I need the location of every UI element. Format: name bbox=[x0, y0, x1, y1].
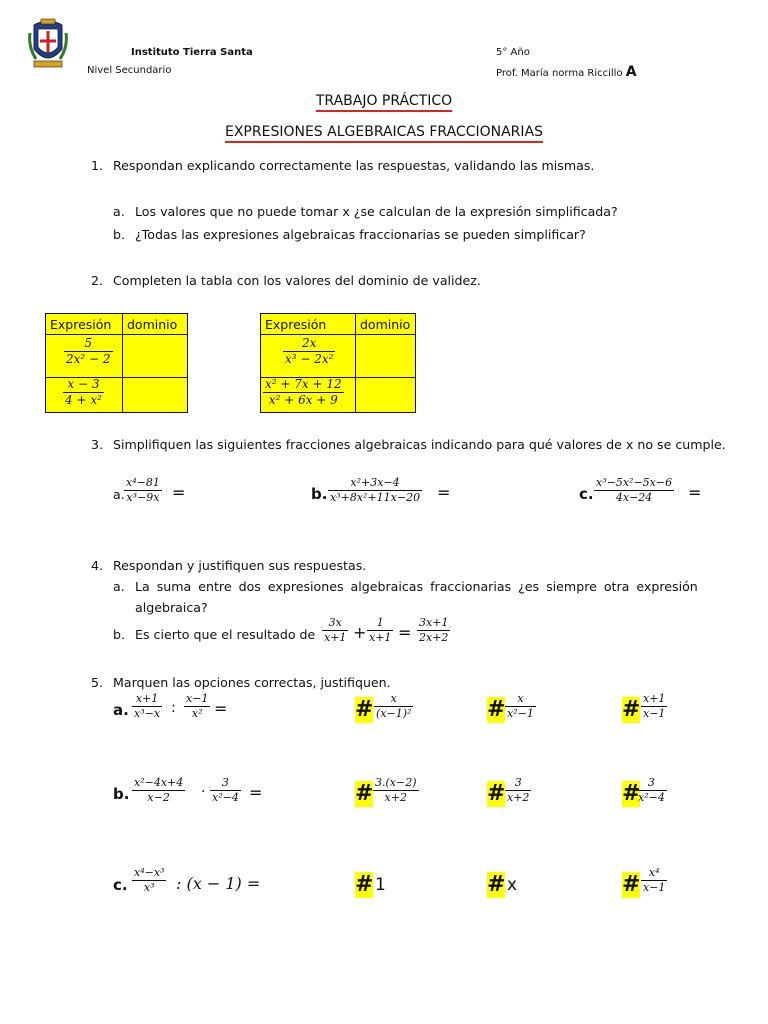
q4b-text: Es cierto que el resultado de bbox=[135, 627, 316, 642]
table1-header-domain: dominio bbox=[123, 314, 188, 335]
q5a-fraction-2: x−1 x² bbox=[186, 692, 209, 720]
q2-text: Completen la tabla con los valores del dominio de validez. bbox=[113, 273, 481, 288]
q5a-option-3-marker[interactable]: # bbox=[622, 697, 641, 722]
q5b-option-3: 3 x²−4 bbox=[638, 776, 665, 804]
school-level: Nivel Secundario bbox=[87, 65, 172, 76]
q4a-text-line2: algebraica? bbox=[135, 600, 208, 615]
school-crest-logo bbox=[28, 15, 68, 71]
q4a-label: a. bbox=[113, 579, 125, 594]
q5b-operator: · bbox=[201, 784, 206, 800]
q5b-fraction-2: 3 x²−4 bbox=[212, 776, 239, 804]
q4b-equals: = bbox=[398, 623, 412, 642]
q3b-fraction: x²+3x−4 x³+8x²+11x−20 bbox=[330, 476, 421, 504]
q4b-fraction-2: 1 x+1 bbox=[369, 616, 392, 644]
teacher-name bbox=[496, 64, 637, 80]
q3b-label: b. bbox=[311, 485, 328, 503]
q3c-fraction: x³−5x²−5x−6 4x−24 bbox=[596, 476, 673, 504]
q4-text: Respondan y justifiquen sus respuestas. bbox=[113, 558, 367, 573]
table2-header-expression: Expresión bbox=[261, 314, 356, 335]
q5c-option-1-marker[interactable]: # bbox=[355, 872, 374, 897]
q5a-fraction-1: x+1 x³−x bbox=[134, 692, 161, 720]
table2-fraction-2: x² + 7x + 12 x² + 6x + 9 bbox=[265, 377, 342, 407]
q5a-option-1-marker[interactable]: # bbox=[355, 697, 374, 722]
q5b-equals: = bbox=[249, 783, 263, 802]
q5b-option-2: 3 x+2 bbox=[507, 776, 530, 804]
table1-expression-cell bbox=[46, 378, 123, 413]
q4b-fraction-3: 3x+1 2x+2 bbox=[419, 616, 449, 644]
q5c-option-1: 1 bbox=[375, 875, 386, 895]
course-year: 5° Año bbox=[496, 47, 530, 58]
domain-table-2 bbox=[260, 313, 416, 413]
q5a-equals: = bbox=[214, 699, 228, 718]
q5b-option-1-marker[interactable]: # bbox=[355, 781, 374, 806]
q5a-option-3: x+1 x−1 bbox=[643, 692, 666, 720]
q5c-option-2: x bbox=[507, 875, 518, 895]
q5c-option-2-marker[interactable]: # bbox=[487, 872, 506, 897]
q4-number: 4. bbox=[91, 558, 104, 573]
table1-domain-cell[interactable] bbox=[123, 378, 188, 413]
table2-domain-cell[interactable] bbox=[356, 335, 416, 378]
q4b-fraction-1: 3x x+1 bbox=[324, 616, 347, 644]
q1b-label: b. bbox=[113, 227, 125, 242]
table2-expression-cell bbox=[261, 378, 356, 413]
q3c-label: c. bbox=[579, 485, 594, 503]
q5b-option-2-marker[interactable]: # bbox=[487, 781, 506, 806]
q3b-equals: = bbox=[437, 483, 451, 502]
q2-number: 2. bbox=[91, 273, 104, 288]
teacher-name-text: Prof. María norma Riccillo bbox=[496, 68, 623, 79]
school-name: Instituto Tierra Santa bbox=[131, 47, 253, 58]
table1-expression-cell bbox=[46, 335, 123, 378]
teacher-mark: A bbox=[625, 64, 637, 80]
q5b-fraction-1: x²−4x+4 x−2 bbox=[134, 776, 184, 804]
q5b-label: b. bbox=[113, 785, 130, 803]
table1-fraction-2: x − 3 4 + x² bbox=[65, 377, 102, 407]
q5a-label: a. bbox=[113, 701, 129, 719]
q5b-option-3-marker[interactable]: # bbox=[622, 781, 641, 806]
q1-number: 1. bbox=[91, 158, 104, 173]
q3-text: Simplifiquen las siguientes fracciones algebraicas indicando para qué valores de x no se cumple. bbox=[113, 437, 726, 452]
q3a-fraction: x⁴−81 x³−9x bbox=[126, 476, 160, 504]
q1a-text: Los valores que no puede tomar x ¿se calculan de la expresión simplificada? bbox=[135, 204, 618, 219]
q5c-option-3-marker[interactable]: # bbox=[622, 872, 641, 897]
table1-header-expression: Expresión bbox=[46, 314, 123, 335]
q5a-option-2: x x²−1 bbox=[507, 692, 534, 720]
table2-domain-cell[interactable] bbox=[356, 378, 416, 413]
q5a-operator: : bbox=[171, 700, 176, 716]
q4a-text-line1: La suma entre dos expresiones algebraicas fraccionarias ¿es siempre otra expresión bbox=[135, 579, 698, 594]
table1-domain-cell[interactable] bbox=[123, 335, 188, 378]
table2-fraction-1: 2x x³ − 2x² bbox=[285, 336, 334, 366]
q1a-label: a. bbox=[113, 204, 125, 219]
table2-expression-cell bbox=[261, 335, 356, 378]
table2-header-domain: dominio bbox=[356, 314, 416, 335]
q5-text: Marquen las opciones correctas, justifiquen. bbox=[113, 675, 391, 690]
q5b-option-1: 3.(x−2) x+2 bbox=[375, 776, 417, 804]
q5c-option-3: x⁴ x−1 bbox=[643, 866, 666, 894]
q5c-rest: : (x − 1) = bbox=[176, 874, 261, 893]
q1-text: Respondan explicando correctamente las respuestas, validando las mismas. bbox=[113, 158, 595, 173]
q3a-equals: = bbox=[172, 483, 186, 502]
page-title: TRABAJO PRÁCTICO bbox=[315, 93, 453, 109]
q3a-label: a. bbox=[113, 487, 125, 502]
q3c-equals: = bbox=[688, 483, 702, 502]
q5c-label: c. bbox=[113, 876, 128, 894]
domain-table-1 bbox=[45, 313, 188, 413]
table1-fraction-1: 5 2x² − 2 bbox=[66, 336, 111, 366]
q5a-option-1: x (x−1)² bbox=[376, 692, 412, 720]
q1b-text: ¿Todas las expresiones algebraicas fraccionarias se pueden simplificar? bbox=[135, 227, 586, 242]
q4b-plus: + bbox=[353, 623, 367, 642]
page-subtitle: EXPRESIONES ALGEBRAICAS FRACCIONARIAS bbox=[225, 124, 543, 140]
q5c-fraction-1: x⁴−x³ x³ bbox=[134, 866, 165, 894]
q5a-option-2-marker[interactable]: # bbox=[487, 697, 506, 722]
q3-number: 3. bbox=[91, 437, 104, 452]
q4b-label: b. bbox=[113, 627, 125, 642]
q5-number: 5. bbox=[91, 675, 104, 690]
